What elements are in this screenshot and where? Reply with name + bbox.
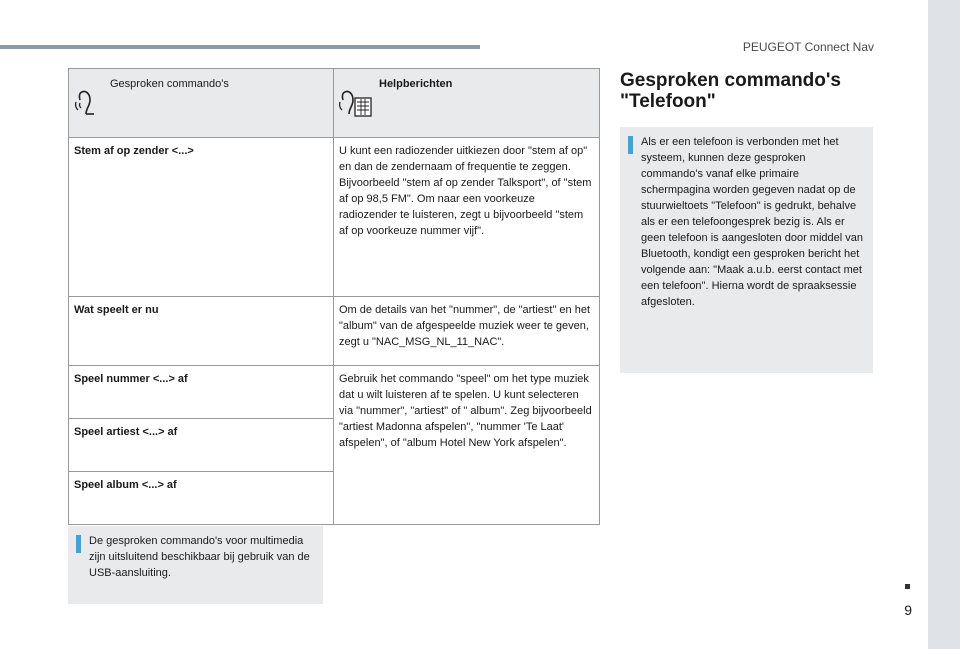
column-header-commands: Gesproken commando's — [110, 78, 229, 90]
column-header-help: Helpberichten — [379, 78, 453, 90]
command-cell: Wat speelt er nu — [69, 297, 334, 366]
table-row — [69, 138, 600, 297]
table-row — [69, 366, 600, 419]
help-cell: Om de details van het "nummer", de "artiest" en het "album" van de afgespeelde muziek weer te geven, zegt u "NAC_MSG_NL_11_NAC". — [334, 297, 600, 366]
help-cell-shared: Gebruik het commando "speel" om het type muziek dat u wilt luisteren af te spelen. U kunt selecteren via "nummer", "artiest" of " album". Zeg bijvoorbeeld "artiest Madonna afspelen", "nummer 'Te Laat' afspelen", of "album Hotel New York afspelen". — [334, 366, 600, 525]
info-icon — [628, 136, 633, 154]
voice-command-icon — [74, 84, 104, 118]
command-cell: Speel artiest <...> af — [69, 419, 334, 472]
voice-help-icon — [339, 84, 373, 118]
section-title: Gesproken commando's "Telefoon" — [620, 70, 841, 112]
info-note-text: De gesproken commando's voor multimedia zijn uitsluitend beschikbaar bij gebruik van de USB-aansluiting. — [89, 535, 310, 579]
info-note-multimedia — [68, 526, 323, 604]
info-note-text: Als er een telefoon is verbonden met het systeem, kunnen deze gesproken commando's vanaf elke primaire schermpagina worden gegeven nadat op de stuurwieltoets "Telefoon" is gedrukt, behalve als er een telefoongesprek bezig is. Als er geen telefoon is aangesloten door middel van Bluetooth, kondigt een gesproken bericht het volgende aan: "Maak a.u.b. eerst contact met een telefoon". Hierna wordt de spraaksessie afgesloten. — [641, 136, 863, 308]
page-number: 9 — [904, 602, 912, 618]
table-header-cell — [334, 69, 600, 138]
header-brand: PEUGEOT Connect Nav — [742, 40, 874, 54]
header-rule — [0, 45, 480, 49]
command-cell: Speel nummer <...> af — [69, 366, 334, 419]
voice-commands-table — [68, 68, 600, 525]
page-marker — [905, 584, 910, 589]
side-strip — [928, 0, 960, 649]
command-cell: Stem af op zender <...> — [69, 138, 334, 297]
command-cell: Speel album <...> af — [69, 472, 334, 525]
table-header-row — [69, 69, 600, 138]
info-icon — [76, 535, 81, 553]
info-note-telephone — [620, 127, 873, 373]
help-cell: U kunt een radiozender uitkiezen door "stem af op" en dan de zendernaam of frequentie te zeggen. Bijvoorbeeld "stem af op zender Talksport", of "stem af op 98,5 FM". Om naar een voorkeuze radiozender te luisteren, zegt u bijvoorbeeld "stem af op voorkeuze nummer vijf". — [334, 138, 600, 297]
table-row — [69, 297, 600, 366]
table-header-cell — [69, 69, 334, 138]
